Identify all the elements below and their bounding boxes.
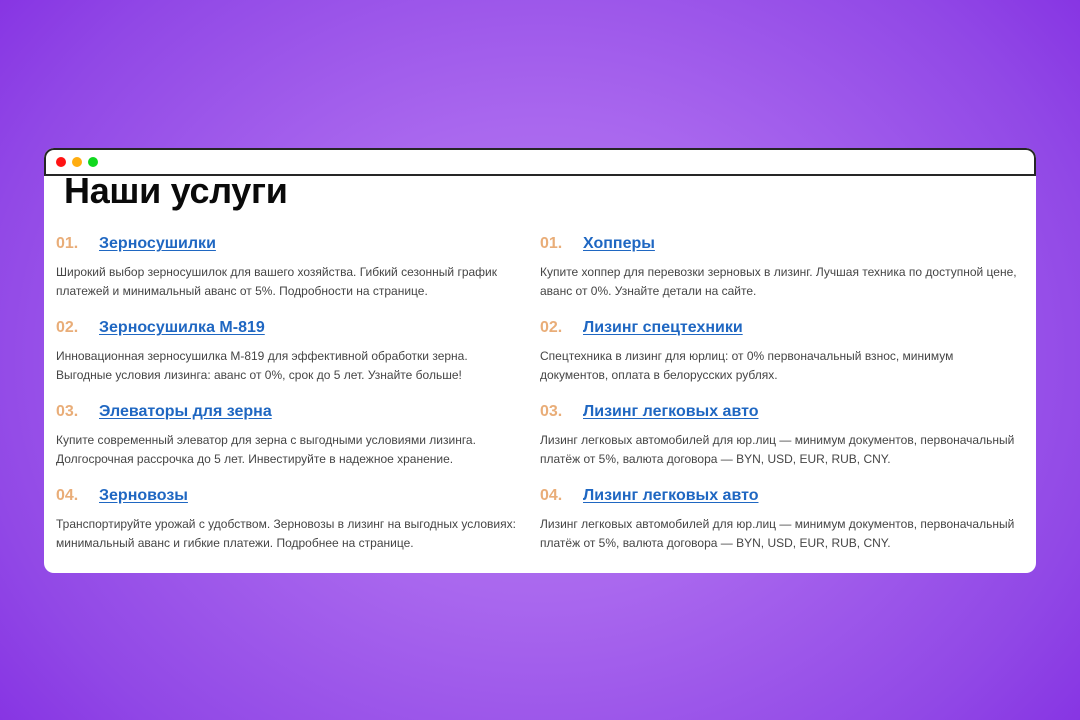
service-number: 01. (540, 235, 563, 252)
service-item (540, 487, 1024, 571)
service-item (56, 319, 540, 403)
service-number: 04. (540, 487, 563, 504)
service-item (56, 235, 540, 319)
maximize-window-icon[interactable] (88, 157, 98, 167)
service-number: 03. (56, 403, 79, 420)
services-column-right (540, 235, 1024, 571)
service-item (56, 487, 540, 571)
page-title: Наши услуги (64, 170, 288, 211)
service-number: 02. (56, 319, 79, 336)
service-link[interactable]: Лизинг спецтехники (583, 319, 743, 336)
service-description: Спецтехника в лизинг для юрлиц: от 0% первоначальный взнос, минимум документов, оплата в белорусских рублях. (540, 349, 954, 382)
service-description: Купите хоппер для перевозки зерновых в лизинг. Лучшая техника по доступной цене, аванс от 0%. Узнайте детали на сайте. (540, 265, 1017, 298)
service-number: 02. (540, 319, 563, 336)
services-grid (56, 235, 1026, 571)
services-column-left (56, 235, 540, 571)
service-description: Инновационная зерносушилка М-819 для эффективной обработки зерна. Выгодные условия лизинга: аванс от 0%, срок до 5 лет. Узнайте больше! (56, 349, 468, 382)
service-description: Широкий выбор зерносушилок для вашего хозяйства. Гибкий сезонный график платежей и минимальный аванс от 5%. Подробности на странице. (56, 265, 497, 298)
close-window-icon[interactable] (56, 157, 66, 167)
browser-window (44, 148, 1036, 573)
service-link[interactable]: Зерносушилка М-819 (99, 319, 265, 336)
service-description: Лизинг легковых автомобилей для юр.лиц — минимум документов, первоначальный платёж от 5%, валюта договора — BYN, USD, EUR, RUB, CNY. (540, 433, 1015, 466)
service-link[interactable]: Лизинг легковых авто (583, 403, 759, 420)
service-number: 01. (56, 235, 79, 252)
service-item (56, 403, 540, 487)
service-link[interactable]: Зерновозы (99, 487, 188, 504)
minimize-window-icon[interactable] (72, 157, 82, 167)
service-link[interactable]: Лизинг легковых авто (583, 487, 759, 504)
service-item (540, 403, 1024, 487)
service-link[interactable]: Хопперы (583, 235, 655, 252)
service-link[interactable]: Зерносушилки (99, 235, 216, 252)
service-description: Лизинг легковых автомобилей для юр.лиц — минимум документов, первоначальный платёж от 5%, валюта договора — BYN, USD, EUR, RUB, CNY. (540, 517, 1015, 550)
service-number: 03. (540, 403, 563, 420)
service-link[interactable]: Элеваторы для зерна (99, 403, 272, 420)
service-number: 04. (56, 487, 79, 504)
service-description: Купите современный элеватор для зерна с выгодными условиями лизинга. Долгосрочная рассрочка до 5 лет. Инвестируйте в надежное хранение. (56, 433, 476, 466)
window-controls (56, 157, 98, 167)
service-item (540, 235, 1024, 319)
service-item (540, 319, 1024, 403)
service-description: Транспортируйте урожай с удобством. Зерновозы в лизинг на выгодных условиях: минимальный аванс и гибкие платежи. Подробнее на странице. (56, 517, 516, 550)
